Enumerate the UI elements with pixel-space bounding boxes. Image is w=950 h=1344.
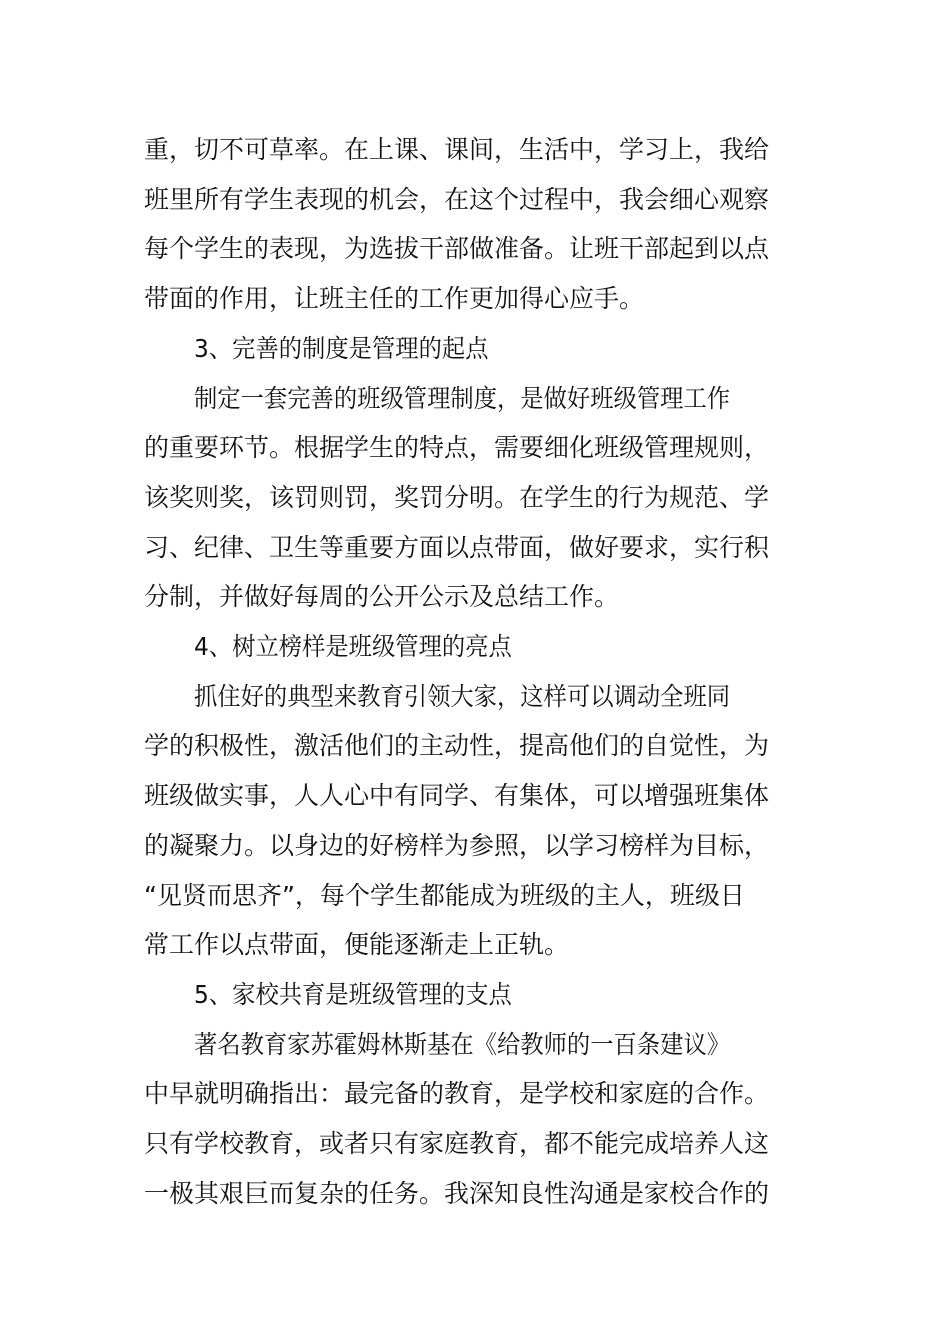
text-line: 常工作以点带面，便能逐渐走上正轨。 bbox=[144, 930, 570, 959]
text-line: 学的积极性，激活他们的主动性，提高他们的自觉性，为 bbox=[144, 731, 770, 760]
text-line: 只有学校教育，或者只有家庭教育，都不能完成培养人这 bbox=[144, 1129, 770, 1158]
text-line: 班级做实事，人人心中有同学、有集体，可以增强班集体 bbox=[144, 781, 770, 810]
text-line: 习、纪律、卫生等重要方面以点带面，做好要求，实行积 bbox=[144, 533, 770, 562]
text-line: 一极其艰巨而复杂的任务。我深知良性沟通是家校合作的 bbox=[144, 1179, 770, 1208]
text-line: 该奖则奖，该罚则罚，奖罚分明。在学生的行为规范、学 bbox=[144, 483, 770, 512]
text-line: 重，切不可草率。在上课、课间，生活中，学习上，我给 bbox=[144, 135, 770, 164]
text-line: 班里所有学生表现的机会，在这个过程中，我会细心观察 bbox=[144, 185, 770, 214]
text-line: 中早就明确指出：最完备的教育，是学校和家庭的合作。 bbox=[144, 1079, 770, 1108]
paragraph-start: 制定一套完善的班级管理制度，是做好班级管理工作 bbox=[194, 384, 731, 413]
section-heading-3: 3、完善的制度是管理的起点 bbox=[194, 334, 489, 363]
section-heading-5: 5、家校共育是班级管理的支点 bbox=[194, 980, 512, 1009]
paragraph-start: 著名教育家苏霍姆林斯基在《给教师的一百条建议》 bbox=[194, 1030, 731, 1059]
section-heading-4: 4、树立榜样是班级管理的亮点 bbox=[194, 632, 512, 661]
text-line: 的凝聚力。以身边的好榜样为参照，以学习榜样为目标， bbox=[144, 831, 770, 860]
paragraph-start: 抓住好的典型来教育引领大家，这样可以调动全班同 bbox=[194, 682, 731, 711]
text-line: 分制，并做好每周的公开公示及总结工作。 bbox=[144, 582, 620, 611]
text-line: 带面的作用，让班主任的工作更加得心应手。 bbox=[144, 284, 645, 313]
text-line: 的重要环节。根据学生的特点，需要细化班级管理规则， bbox=[144, 433, 770, 462]
text-line: “见贤而思齐”，每个学生都能成为班级的主人，班级日 bbox=[144, 881, 745, 910]
text-line: 每个学生的表现，为选拔干部做准备。让班干部起到以点 bbox=[144, 234, 770, 263]
